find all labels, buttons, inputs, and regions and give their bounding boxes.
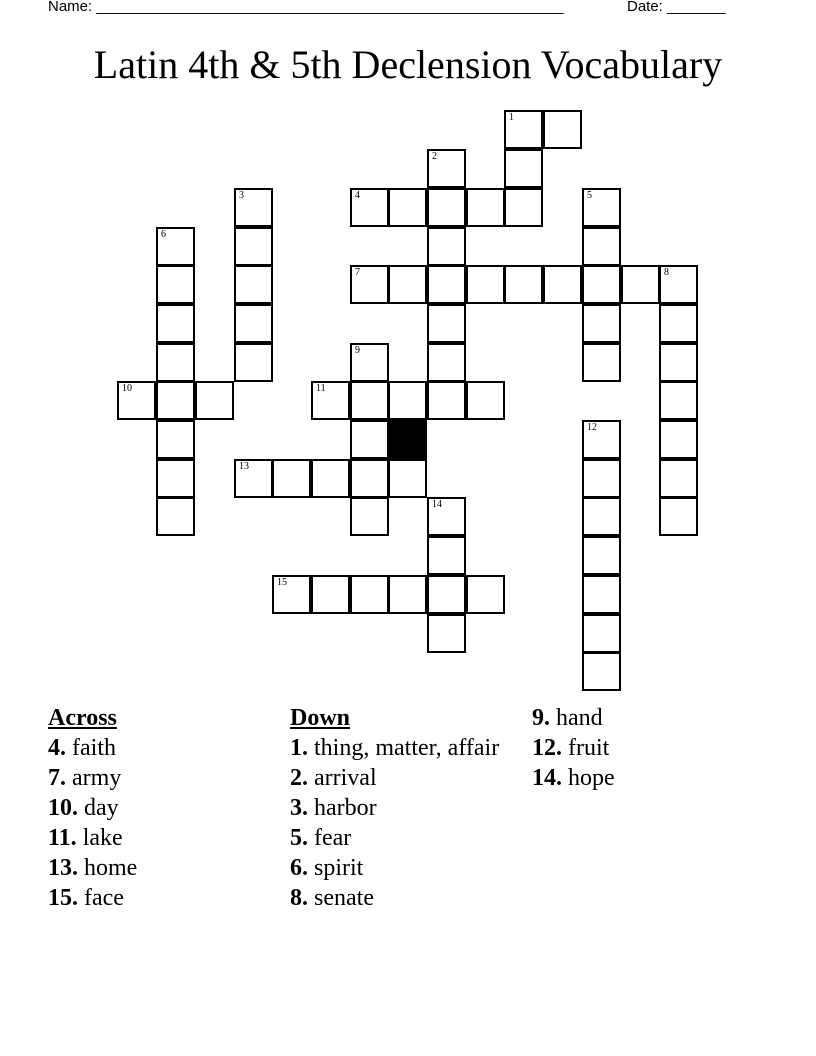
- crossword-cell[interactable]: [582, 536, 621, 575]
- clue-number: 1.: [290, 735, 308, 761]
- crossword-cell[interactable]: [543, 265, 582, 304]
- crossword-cell[interactable]: [659, 459, 698, 498]
- crossword-cell[interactable]: [504, 149, 543, 188]
- crossword-cell[interactable]: [427, 304, 466, 343]
- cell-number: 8: [664, 267, 669, 278]
- crossword-cell[interactable]: [582, 420, 621, 459]
- down-clue: [290, 853, 510, 883]
- crossword-cell[interactable]: [388, 381, 427, 420]
- crossword-cell[interactable]: [427, 227, 466, 266]
- down-clue: [532, 703, 772, 733]
- across-clues: [48, 703, 268, 913]
- crossword-cell[interactable]: [350, 497, 389, 536]
- crossword-cell[interactable]: [427, 149, 466, 188]
- crossword-cell[interactable]: [234, 459, 273, 498]
- crossword-cell[interactable]: [350, 381, 389, 420]
- crossword-cell[interactable]: [350, 459, 389, 498]
- clue-text: home: [84, 855, 138, 881]
- black-cell: [388, 420, 427, 459]
- across-clue: [48, 883, 268, 913]
- clue-text: army: [72, 765, 122, 791]
- across-clue: [48, 853, 268, 883]
- clue-text: face: [84, 885, 124, 911]
- clue-number: 7.: [48, 765, 66, 791]
- crossword-cell[interactable]: [388, 459, 427, 498]
- cell-number: 11: [316, 383, 326, 394]
- clue-number: 14.: [532, 765, 562, 791]
- crossword-cell[interactable]: [466, 381, 505, 420]
- name-field-label[interactable]: Name: ________________________________________________________: [48, 0, 564, 15]
- across-clue: [48, 823, 268, 853]
- crossword-cell[interactable]: [427, 536, 466, 575]
- down-clue: [290, 823, 510, 853]
- crossword-cell[interactable]: [156, 343, 195, 382]
- crossword-cell[interactable]: [311, 575, 350, 614]
- crossword-cell[interactable]: [466, 265, 505, 304]
- down-clue: [290, 763, 510, 793]
- across-clue: [48, 763, 268, 793]
- crossword-cell[interactable]: [272, 459, 311, 498]
- crossword-cell[interactable]: [234, 188, 273, 227]
- clue-text: arrival: [314, 765, 377, 791]
- date-field-label[interactable]: Date: _______: [627, 0, 726, 15]
- down-heading: Down: [290, 705, 351, 731]
- across-clue: [48, 793, 268, 823]
- crossword-cell[interactable]: [504, 265, 543, 304]
- down-clues: [290, 703, 510, 913]
- clue-number: 13.: [48, 855, 78, 881]
- cell-number: 14: [432, 499, 442, 510]
- crossword-cell[interactable]: [272, 575, 311, 614]
- crossword-cell[interactable]: [659, 304, 698, 343]
- crossword-cell[interactable]: [466, 575, 505, 614]
- crossword-cell[interactable]: [156, 497, 195, 536]
- clue-number: 5.: [290, 825, 308, 851]
- crossword-cell[interactable]: [388, 265, 427, 304]
- down-clue: [290, 793, 510, 823]
- cell-number: 1: [509, 112, 514, 123]
- cell-number: 9: [355, 345, 360, 356]
- crossword-cell[interactable]: [311, 459, 350, 498]
- crossword-cell[interactable]: [427, 188, 466, 227]
- crossword-cell[interactable]: [582, 497, 621, 536]
- crossword-cell[interactable]: [582, 343, 621, 382]
- crossword-cell[interactable]: [427, 497, 466, 536]
- crossword-cell[interactable]: [350, 188, 389, 227]
- clue-text: hope: [568, 765, 615, 791]
- crossword-cell[interactable]: [234, 227, 273, 266]
- crossword-cell[interactable]: [504, 110, 543, 149]
- crossword-cell[interactable]: [195, 381, 234, 420]
- cell-number: 6: [161, 229, 166, 240]
- cell-number: 13: [239, 461, 249, 472]
- clue-number: 8.: [290, 885, 308, 911]
- clue-number: 6.: [290, 855, 308, 881]
- crossword-cell[interactable]: [582, 227, 621, 266]
- clue-text: spirit: [314, 855, 364, 881]
- clue-text: harbor: [314, 795, 377, 821]
- clue-number: 10.: [48, 795, 78, 821]
- crossword-cell[interactable]: [582, 188, 621, 227]
- crossword-cell[interactable]: [659, 343, 698, 382]
- cell-number: 10: [122, 383, 132, 394]
- down-clue: [532, 763, 772, 793]
- clue-text: day: [84, 795, 119, 821]
- down-clue: [290, 733, 510, 763]
- crossword-cell[interactable]: [659, 497, 698, 536]
- clue-number: 12.: [532, 735, 562, 761]
- clue-number: 2.: [290, 765, 308, 791]
- down-clue: [532, 733, 772, 763]
- clue-text: fruit: [568, 735, 610, 761]
- crossword-cell[interactable]: [156, 265, 195, 304]
- crossword-cell[interactable]: [466, 188, 505, 227]
- clue-text: faith: [72, 735, 116, 761]
- crossword-cell[interactable]: [117, 381, 156, 420]
- clue-number: 4.: [48, 735, 66, 761]
- crossword-cell[interactable]: [388, 188, 427, 227]
- cell-number: 7: [355, 267, 360, 278]
- crossword-cell[interactable]: [427, 381, 466, 420]
- clue-number: 3.: [290, 795, 308, 821]
- crossword-cell[interactable]: [156, 459, 195, 498]
- crossword-cell[interactable]: [582, 575, 621, 614]
- crossword-cell[interactable]: [543, 110, 582, 149]
- cell-number: 12: [587, 422, 597, 433]
- clue-text: hand: [556, 705, 603, 731]
- clue-text: fear: [314, 825, 352, 851]
- crossword-cell[interactable]: [311, 381, 350, 420]
- across-heading: Across: [48, 705, 117, 731]
- crossword-cell[interactable]: [234, 265, 273, 304]
- clue-number: 11.: [48, 825, 77, 851]
- clue-text: lake: [82, 825, 123, 851]
- crossword-cell[interactable]: [388, 575, 427, 614]
- crossword-cell[interactable]: [427, 575, 466, 614]
- cell-number: 5: [587, 190, 592, 201]
- down-clues-continued: [532, 703, 772, 793]
- clue-number: 9.: [532, 705, 550, 731]
- crossword-cell[interactable]: [156, 381, 195, 420]
- crossword-cell[interactable]: [427, 265, 466, 304]
- crossword-cell[interactable]: [156, 227, 195, 266]
- crossword-cell[interactable]: [582, 304, 621, 343]
- page-title: Latin 4th & 5th Declension Vocabulary: [93, 42, 723, 87]
- clue-text: thing, matter, affair: [314, 735, 500, 761]
- crossword-cell[interactable]: [350, 420, 389, 459]
- crossword-cell[interactable]: [156, 304, 195, 343]
- crossword-cell[interactable]: [350, 575, 389, 614]
- crossword-cell[interactable]: [427, 343, 466, 382]
- crossword-cell[interactable]: [156, 420, 195, 459]
- cell-number: 3: [239, 190, 244, 201]
- cell-number: 4: [355, 190, 360, 201]
- cell-number: 2: [432, 151, 437, 162]
- clue-text: senate: [314, 885, 374, 911]
- crossword-cell[interactable]: [234, 343, 273, 382]
- crossword-cell[interactable]: [659, 420, 698, 459]
- crossword-cell[interactable]: [659, 381, 698, 420]
- crossword-cell[interactable]: [621, 265, 660, 304]
- crossword-cell[interactable]: [427, 614, 466, 653]
- crossword-cell[interactable]: [350, 265, 389, 304]
- crossword-cell[interactable]: [504, 188, 543, 227]
- cell-number: 15: [277, 577, 287, 588]
- crossword-cell[interactable]: [582, 459, 621, 498]
- crossword-cell[interactable]: [659, 265, 698, 304]
- crossword-cell[interactable]: [582, 652, 621, 691]
- across-clue: [48, 733, 268, 763]
- down-clue: [290, 883, 510, 913]
- crossword-cell[interactable]: [582, 265, 621, 304]
- crossword-cell[interactable]: [234, 304, 273, 343]
- crossword-cell[interactable]: [350, 343, 389, 382]
- clue-number: 15.: [48, 885, 78, 911]
- crossword-cell[interactable]: [582, 614, 621, 653]
